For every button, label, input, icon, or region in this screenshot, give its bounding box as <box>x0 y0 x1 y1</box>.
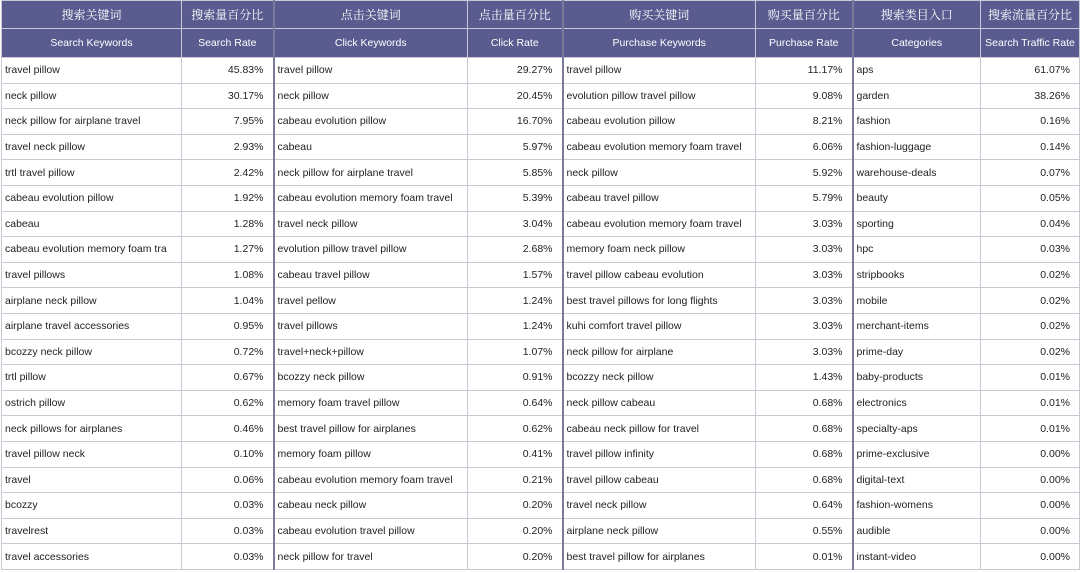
purchase-keyword-cell: airplane neck pillow <box>563 518 756 544</box>
search-keyword-cell: airplane travel accessories <box>2 313 182 339</box>
header-purchase-rate-zh: 购买量百分比 <box>756 1 853 29</box>
click-rate-cell: 5.39% <box>468 185 563 211</box>
search-keyword-cell: travelrest <box>2 518 182 544</box>
click-rate-cell: 0.20% <box>468 493 563 519</box>
search-keyword-cell: cabeau evolution pillow <box>2 185 182 211</box>
table-row <box>2 83 1080 109</box>
table-row <box>2 467 1080 493</box>
purchase-keyword-cell: memory foam neck pillow <box>563 237 756 263</box>
category-cell: prime-exclusive <box>853 441 981 467</box>
search-rate-cell: 1.28% <box>182 211 274 237</box>
click-rate-cell: 1.07% <box>468 339 563 365</box>
table-row <box>2 441 1080 467</box>
category-cell: sporting <box>853 211 981 237</box>
click-rate-cell: 0.21% <box>468 467 563 493</box>
search-rate-cell: 0.62% <box>182 390 274 416</box>
purchase-keyword-cell: best travel pillows for long flights <box>563 288 756 314</box>
click-rate-cell: 5.85% <box>468 160 563 186</box>
click-rate-cell: 0.41% <box>468 441 563 467</box>
click-rate-cell: 0.62% <box>468 416 563 442</box>
header-purchase-keywords-zh: 购买关键词 <box>563 1 756 29</box>
click-keyword-cell: travel neck pillow <box>274 211 468 237</box>
table-row <box>2 237 1080 263</box>
click-keyword-cell: neck pillow <box>274 83 468 109</box>
traffic-rate-cell: 0.00% <box>981 518 1080 544</box>
click-keyword-cell: cabeau evolution memory foam travel <box>274 185 468 211</box>
search-keyword-cell: travel pillow <box>2 58 182 84</box>
table-row <box>2 160 1080 186</box>
click-keyword-cell: cabeau travel pillow <box>274 262 468 288</box>
purchase-rate-cell: 3.03% <box>756 313 853 339</box>
search-rate-cell: 0.67% <box>182 365 274 391</box>
traffic-rate-cell: 0.02% <box>981 313 1080 339</box>
click-rate-cell: 3.04% <box>468 211 563 237</box>
category-cell: digital-text <box>853 467 981 493</box>
traffic-rate-cell: 0.14% <box>981 134 1080 160</box>
search-rate-cell: 0.03% <box>182 544 274 570</box>
search-rate-cell: 0.03% <box>182 518 274 544</box>
search-rate-cell: 7.95% <box>182 109 274 135</box>
search-keyword-cell: ostrich pillow <box>2 390 182 416</box>
table-row <box>2 262 1080 288</box>
purchase-keyword-cell: travel neck pillow <box>563 493 756 519</box>
purchase-rate-cell: 5.92% <box>756 160 853 186</box>
purchase-keyword-cell: bcozzy neck pillow <box>563 365 756 391</box>
search-keyword-cell: travel pillow neck <box>2 441 182 467</box>
header-purchase-rate: Purchase Rate <box>756 29 853 58</box>
header-click-rate-zh: 点击量百分比 <box>468 1 563 29</box>
purchase-keyword-cell: cabeau evolution pillow <box>563 109 756 135</box>
category-cell: specialty-aps <box>853 416 981 442</box>
purchase-keyword-cell: neck pillow <box>563 160 756 186</box>
search-rate-cell: 1.92% <box>182 185 274 211</box>
table-row <box>2 339 1080 365</box>
purchase-rate-cell: 0.68% <box>756 416 853 442</box>
traffic-rate-cell: 0.05% <box>981 185 1080 211</box>
search-keyword-cell: trtl travel pillow <box>2 160 182 186</box>
table-row <box>2 211 1080 237</box>
table-row <box>2 58 1080 84</box>
header-traffic-rate: Search Traffic Rate <box>981 29 1080 58</box>
search-rate-cell: 2.93% <box>182 134 274 160</box>
category-cell: mobile <box>853 288 981 314</box>
table-row <box>2 109 1080 135</box>
click-rate-cell: 16.70% <box>468 109 563 135</box>
search-keyword-cell: travel neck pillow <box>2 134 182 160</box>
purchase-rate-cell: 0.01% <box>756 544 853 570</box>
search-keyword-cell: neck pillows for airplanes <box>2 416 182 442</box>
header-traffic-rate-zh: 搜索流量百分比 <box>981 1 1080 29</box>
click-keyword-cell: cabeau <box>274 134 468 160</box>
purchase-keyword-cell: travel pillow <box>563 58 756 84</box>
purchase-rate-cell: 0.68% <box>756 441 853 467</box>
click-rate-cell: 0.64% <box>468 390 563 416</box>
search-keyword-cell: travel pillows <box>2 262 182 288</box>
purchase-rate-cell: 6.06% <box>756 134 853 160</box>
category-cell: baby-products <box>853 365 981 391</box>
category-cell: electronics <box>853 390 981 416</box>
category-cell: hpc <box>853 237 981 263</box>
search-rate-cell: 0.10% <box>182 441 274 467</box>
traffic-rate-cell: 0.07% <box>981 160 1080 186</box>
header-search-keywords-zh: 搜索关键词 <box>2 1 182 29</box>
category-cell: prime-day <box>853 339 981 365</box>
search-keyword-cell: bcozzy <box>2 493 182 519</box>
search-rate-cell: 0.95% <box>182 313 274 339</box>
category-cell: beauty <box>853 185 981 211</box>
category-cell: warehouse-deals <box>853 160 981 186</box>
purchase-keyword-cell: neck pillow cabeau <box>563 390 756 416</box>
traffic-rate-cell: 0.02% <box>981 339 1080 365</box>
search-rate-cell: 0.03% <box>182 493 274 519</box>
purchase-keyword-cell: kuhi comfort travel pillow <box>563 313 756 339</box>
purchase-rate-cell: 0.68% <box>756 467 853 493</box>
purchase-rate-cell: 8.21% <box>756 109 853 135</box>
search-keyword-cell: travel <box>2 467 182 493</box>
purchase-rate-cell: 9.08% <box>756 83 853 109</box>
table-row <box>2 185 1080 211</box>
header-click-rate: Click Rate <box>468 29 563 58</box>
purchase-keyword-cell: cabeau neck pillow for travel <box>563 416 756 442</box>
search-rate-cell: 1.08% <box>182 262 274 288</box>
click-keyword-cell: cabeau neck pillow <box>274 493 468 519</box>
search-keyword-cell: neck pillow <box>2 83 182 109</box>
click-keyword-cell: neck pillow for travel <box>274 544 468 570</box>
purchase-rate-cell: 0.68% <box>756 390 853 416</box>
purchase-keyword-cell: cabeau evolution memory foam travel <box>563 211 756 237</box>
table-row <box>2 313 1080 339</box>
category-cell: merchant-items <box>853 313 981 339</box>
purchase-rate-cell: 0.64% <box>756 493 853 519</box>
purchase-rate-cell: 3.03% <box>756 211 853 237</box>
purchase-keyword-cell: evolution pillow travel pillow <box>563 83 756 109</box>
click-keyword-cell: bcozzy neck pillow <box>274 365 468 391</box>
category-cell: instant-video <box>853 544 981 570</box>
table-body <box>2 58 1080 570</box>
click-rate-cell: 5.97% <box>468 134 563 160</box>
header-click-keywords-zh: 点击关键词 <box>274 1 468 29</box>
purchase-keyword-cell: travel pillow infinity <box>563 441 756 467</box>
purchase-rate-cell: 11.17% <box>756 58 853 84</box>
click-rate-cell: 1.57% <box>468 262 563 288</box>
traffic-rate-cell: 0.00% <box>981 441 1080 467</box>
traffic-rate-cell: 61.07% <box>981 58 1080 84</box>
header-search-rate-zh: 搜索量百分比 <box>182 1 274 29</box>
click-keyword-cell: best travel pillow for airplanes <box>274 416 468 442</box>
header-click-keywords: Click Keywords <box>274 29 468 58</box>
purchase-rate-cell: 3.03% <box>756 339 853 365</box>
purchase-keyword-cell: neck pillow for airplane <box>563 339 756 365</box>
click-keyword-cell: neck pillow for airplane travel <box>274 160 468 186</box>
traffic-rate-cell: 0.01% <box>981 390 1080 416</box>
purchase-keyword-cell: best travel pillow for airplanes <box>563 544 756 570</box>
purchase-rate-cell: 0.55% <box>756 518 853 544</box>
traffic-rate-cell: 0.04% <box>981 211 1080 237</box>
search-keyword-cell: bcozzy neck pillow <box>2 339 182 365</box>
search-rate-cell: 45.83% <box>182 58 274 84</box>
traffic-rate-cell: 0.00% <box>981 544 1080 570</box>
search-keyword-cell: trtl pillow <box>2 365 182 391</box>
click-keyword-cell: travel pellow <box>274 288 468 314</box>
purchase-rate-cell: 3.03% <box>756 237 853 263</box>
table-row <box>2 416 1080 442</box>
header-row-english <box>2 29 1080 58</box>
search-rate-cell: 1.27% <box>182 237 274 263</box>
search-keyword-cell: cabeau <box>2 211 182 237</box>
category-cell: fashion <box>853 109 981 135</box>
search-rate-cell: 30.17% <box>182 83 274 109</box>
click-keyword-cell: cabeau evolution memory foam travel <box>274 467 468 493</box>
purchase-keyword-cell: travel pillow cabeau evolution <box>563 262 756 288</box>
traffic-rate-cell: 0.00% <box>981 493 1080 519</box>
header-row-chinese <box>2 1 1080 29</box>
search-rate-cell: 0.06% <box>182 467 274 493</box>
search-rate-cell: 0.72% <box>182 339 274 365</box>
search-keyword-cell: cabeau evolution memory foam tra <box>2 237 182 263</box>
click-rate-cell: 1.24% <box>468 288 563 314</box>
table-row <box>2 493 1080 519</box>
click-rate-cell: 0.20% <box>468 544 563 570</box>
click-keyword-cell: evolution pillow travel pillow <box>274 237 468 263</box>
click-keyword-cell: cabeau evolution pillow <box>274 109 468 135</box>
click-rate-cell: 1.24% <box>468 313 563 339</box>
click-keyword-cell: cabeau evolution travel pillow <box>274 518 468 544</box>
table-row <box>2 544 1080 570</box>
header-search-rate: Search Rate <box>182 29 274 58</box>
search-rate-cell: 2.42% <box>182 160 274 186</box>
category-cell: fashion-luggage <box>853 134 981 160</box>
search-keyword-cell: neck pillow for airplane travel <box>2 109 182 135</box>
click-rate-cell: 0.20% <box>468 518 563 544</box>
click-keyword-cell: memory foam travel pillow <box>274 390 468 416</box>
table-row <box>2 390 1080 416</box>
click-rate-cell: 20.45% <box>468 83 563 109</box>
purchase-keyword-cell: travel pillow cabeau <box>563 467 756 493</box>
table-row <box>2 134 1080 160</box>
traffic-rate-cell: 0.02% <box>981 262 1080 288</box>
header-search-keywords: Search Keywords <box>2 29 182 58</box>
search-keyword-cell: airplane neck pillow <box>2 288 182 314</box>
purchase-rate-cell: 3.03% <box>756 288 853 314</box>
traffic-rate-cell: 0.02% <box>981 288 1080 314</box>
click-rate-cell: 29.27% <box>468 58 563 84</box>
click-rate-cell: 0.91% <box>468 365 563 391</box>
header-categories-zh: 搜索类目入口 <box>853 1 981 29</box>
traffic-rate-cell: 38.26% <box>981 83 1080 109</box>
table-row <box>2 518 1080 544</box>
click-keyword-cell: travel+neck+pillow <box>274 339 468 365</box>
search-rate-cell: 0.46% <box>182 416 274 442</box>
traffic-rate-cell: 0.01% <box>981 365 1080 391</box>
purchase-rate-cell: 5.79% <box>756 185 853 211</box>
traffic-rate-cell: 0.03% <box>981 237 1080 263</box>
click-keyword-cell: travel pillows <box>274 313 468 339</box>
purchase-rate-cell: 1.43% <box>756 365 853 391</box>
traffic-rate-cell: 0.16% <box>981 109 1080 135</box>
purchase-keyword-cell: cabeau travel pillow <box>563 185 756 211</box>
search-keyword-cell: travel accessories <box>2 544 182 570</box>
traffic-rate-cell: 0.01% <box>981 416 1080 442</box>
purchase-rate-cell: 3.03% <box>756 262 853 288</box>
header-purchase-keywords: Purchase Keywords <box>563 29 756 58</box>
click-keyword-cell: memory foam pillow <box>274 441 468 467</box>
table-row <box>2 288 1080 314</box>
click-keyword-cell: travel pillow <box>274 58 468 84</box>
category-cell: stripbooks <box>853 262 981 288</box>
purchase-keyword-cell: cabeau evolution memory foam travel <box>563 134 756 160</box>
traffic-rate-cell: 0.00% <box>981 467 1080 493</box>
search-rate-cell: 1.04% <box>182 288 274 314</box>
category-cell: aps <box>853 58 981 84</box>
header-categories: Categories <box>853 29 981 58</box>
category-cell: audible <box>853 518 981 544</box>
table-row <box>2 365 1080 391</box>
click-rate-cell: 2.68% <box>468 237 563 263</box>
category-cell: garden <box>853 83 981 109</box>
keyword-stats-table <box>1 0 1080 570</box>
category-cell: fashion-womens <box>853 493 981 519</box>
